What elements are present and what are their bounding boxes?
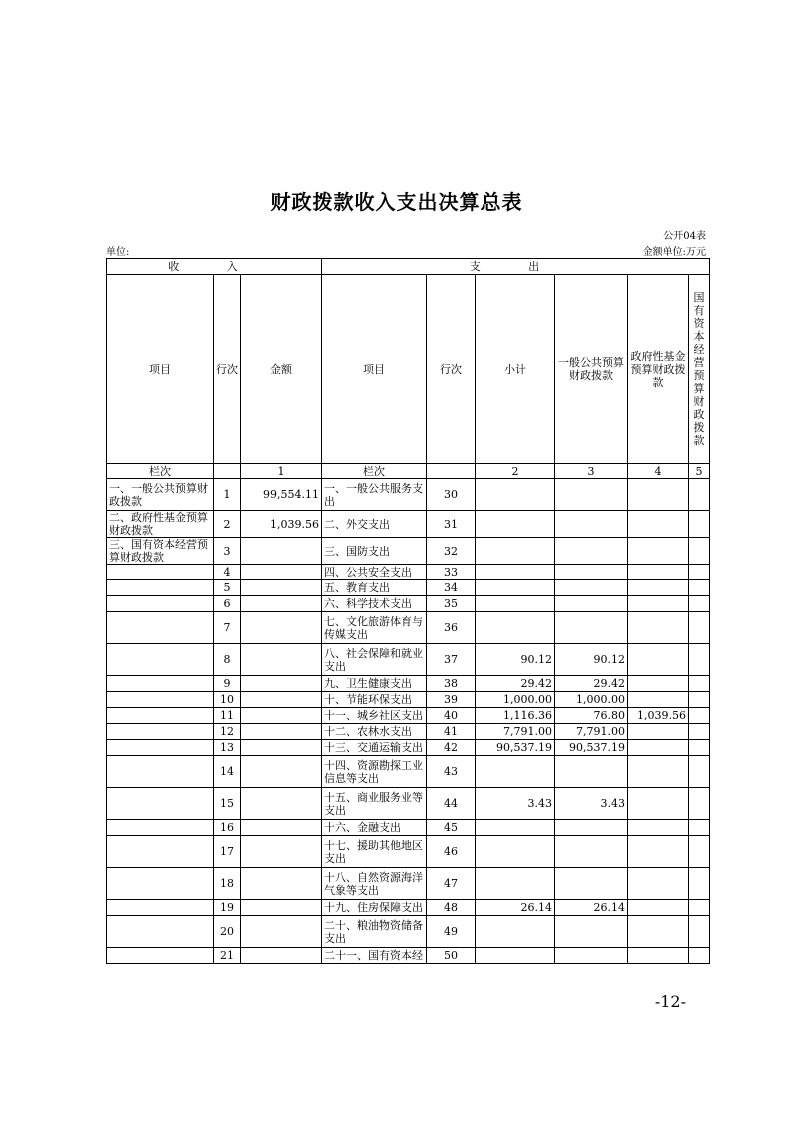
general-budget-cell <box>555 948 628 964</box>
state-capital-cell <box>689 836 710 868</box>
expense-row-no-cell: 31 <box>427 511 476 538</box>
income-item-cell <box>107 692 214 708</box>
income-item-cell <box>107 836 214 868</box>
subtotal-cell <box>476 836 555 868</box>
income-row-no-cell: 5 <box>214 580 241 596</box>
colnum-5: 5 <box>689 464 710 479</box>
state-capital-cell <box>689 692 710 708</box>
gov-fund-cell <box>628 900 689 916</box>
state-capital-cell <box>689 900 710 916</box>
gov-fund-cell <box>628 612 689 644</box>
income-item-cell <box>107 820 214 836</box>
amount-unit: 金额单位:万元 <box>642 247 706 258</box>
income-item-cell <box>107 740 214 756</box>
general-budget-cell <box>555 479 628 511</box>
general-budget-cell <box>555 580 628 596</box>
subtotal-cell: 29.42 <box>476 676 555 692</box>
expense-item-cell: 十、节能环保支出 <box>322 692 427 708</box>
expense-item-cell: 四、公共安全支出 <box>322 565 427 580</box>
subtotal-cell <box>476 612 555 644</box>
income-row-no-cell: 18 <box>214 868 241 900</box>
state-capital-cell <box>689 511 710 538</box>
subtotal-cell: 90.12 <box>476 644 555 676</box>
general-budget-cell <box>555 916 628 948</box>
income-row-no-cell: 3 <box>214 538 241 565</box>
general-budget-cell: 76.80 <box>555 708 628 724</box>
gov-fund-cell <box>628 868 689 900</box>
income-row-no-cell: 9 <box>214 676 241 692</box>
general-budget-cell <box>555 596 628 612</box>
gov-fund-cell <box>628 596 689 612</box>
expense-row-no-cell: 30 <box>427 479 476 511</box>
expense-item-cell: 一、一般公共服务支出 <box>322 479 427 511</box>
header-general-budget: 一般公共预算财政拨款 <box>555 275 628 464</box>
income-amount-cell <box>241 676 322 692</box>
income-amount-cell <box>241 900 322 916</box>
table-row <box>107 900 710 916</box>
gov-fund-cell <box>628 676 689 692</box>
income-item-cell <box>107 596 214 612</box>
general-budget-cell <box>555 511 628 538</box>
income-item-cell: 三、国有资本经营预算财政拨款 <box>107 538 214 565</box>
state-capital-cell <box>689 708 710 724</box>
expense-item-cell: 二十、粮油物资储备支出 <box>322 916 427 948</box>
income-row-no-cell: 10 <box>214 692 241 708</box>
expense-row-no-cell: 44 <box>427 788 476 820</box>
general-budget-cell <box>555 868 628 900</box>
income-row-no-cell: 1 <box>214 479 241 511</box>
subtotal-cell <box>476 479 555 511</box>
income-row-no-cell: 13 <box>214 740 241 756</box>
header-state-capital: 国有资本经营预算财政拨款 <box>689 275 710 464</box>
expense-row-no-cell: 39 <box>427 692 476 708</box>
income-item-cell: 一、一般公共预算财政拨款 <box>107 479 214 511</box>
subtotal-cell <box>476 820 555 836</box>
expense-item-cell: 五、教育支出 <box>322 580 427 596</box>
income-item-cell <box>107 948 214 964</box>
gov-fund-cell <box>628 948 689 964</box>
state-capital-cell <box>689 740 710 756</box>
state-capital-cell <box>689 868 710 900</box>
gov-fund-cell <box>628 836 689 868</box>
column-number-row <box>107 464 710 479</box>
colnum-3: 3 <box>555 464 628 479</box>
gov-fund-cell <box>628 740 689 756</box>
expense-row-no-cell: 45 <box>427 820 476 836</box>
subtotal-cell <box>476 565 555 580</box>
state-capital-cell <box>689 596 710 612</box>
expense-item-cell: 二、外交支出 <box>322 511 427 538</box>
expense-item-cell: 十一、城乡社区支出 <box>322 708 427 724</box>
gov-fund-cell <box>628 916 689 948</box>
income-amount-cell <box>241 916 322 948</box>
document-title: 财政拨款收入支出决算总表 <box>270 190 523 214</box>
gov-fund-cell: 1,039.56 <box>628 708 689 724</box>
expense-item-cell: 十七、援助其他地区支出 <box>322 836 427 868</box>
header-gov-fund: 政府性基金预算财政拨款 <box>628 275 689 464</box>
general-budget-cell <box>555 756 628 788</box>
subtotal-cell: 1,000.00 <box>476 692 555 708</box>
expense-row-no-cell: 32 <box>427 538 476 565</box>
general-budget-cell: 29.42 <box>555 676 628 692</box>
header-expense-item: 项目 <box>322 275 427 464</box>
income-amount-cell <box>241 948 322 964</box>
expense-item-cell: 十二、农林水支出 <box>322 724 427 740</box>
table-row <box>107 479 710 511</box>
state-capital-cell <box>689 820 710 836</box>
expense-item-cell: 十八、自然资源海洋气象等支出 <box>322 868 427 900</box>
general-budget-cell: 3.43 <box>555 788 628 820</box>
income-row-no-cell: 15 <box>214 788 241 820</box>
colnum-empty <box>214 464 241 479</box>
general-budget-cell: 7,791.00 <box>555 724 628 740</box>
income-item-cell <box>107 612 214 644</box>
income-amount-cell <box>241 580 322 596</box>
income-item-cell <box>107 788 214 820</box>
income-row-no-cell: 19 <box>214 900 241 916</box>
colnum-1: 1 <box>241 464 322 479</box>
income-amount-cell <box>241 565 322 580</box>
table-row <box>107 596 710 612</box>
income-amount-cell <box>241 788 322 820</box>
expense-item-cell: 九、卫生健康支出 <box>322 676 427 692</box>
gov-fund-cell <box>628 692 689 708</box>
income-amount-cell: 99,554.11 <box>241 479 322 511</box>
general-budget-cell: 90,537.19 <box>555 740 628 756</box>
income-row-no-cell: 8 <box>214 644 241 676</box>
table-row <box>107 676 710 692</box>
income-row-no-cell: 6 <box>214 596 241 612</box>
header-income-item: 项目 <box>107 275 214 464</box>
subtotal-cell: 3.43 <box>476 788 555 820</box>
table-row <box>107 644 710 676</box>
table-row <box>107 612 710 644</box>
general-budget-cell <box>555 612 628 644</box>
expense-row-no-cell: 43 <box>427 756 476 788</box>
expense-item-cell: 十九、住房保障支出 <box>322 900 427 916</box>
subtotal-cell <box>476 538 555 565</box>
expense-row-no-cell: 38 <box>427 676 476 692</box>
form-code: 公开04表 <box>663 231 706 242</box>
subtotal-cell <box>476 580 555 596</box>
gov-fund-cell <box>628 788 689 820</box>
colnum-2: 2 <box>476 464 555 479</box>
gov-fund-cell <box>628 580 689 596</box>
gov-fund-cell <box>628 724 689 740</box>
expense-row-no-cell: 49 <box>427 916 476 948</box>
unit-label: 单位: <box>106 247 130 258</box>
state-capital-cell <box>689 612 710 644</box>
subtotal-cell <box>476 596 555 612</box>
income-row-no-cell: 4 <box>214 565 241 580</box>
expense-item-cell: 二十一、国有资本经 <box>322 948 427 964</box>
expense-item-cell: 七、文化旅游体育与传媒支出 <box>322 612 427 644</box>
expense-row-no-cell: 33 <box>427 565 476 580</box>
gov-fund-cell <box>628 820 689 836</box>
state-capital-cell <box>689 788 710 820</box>
subtotal-cell <box>476 916 555 948</box>
expense-row-no-cell: 50 <box>427 948 476 964</box>
income-amount-cell <box>241 692 322 708</box>
table-row <box>107 948 710 964</box>
income-row-no-cell: 7 <box>214 612 241 644</box>
table-row <box>107 916 710 948</box>
column-header-row <box>107 275 710 464</box>
income-row-no-cell: 17 <box>214 836 241 868</box>
state-capital-cell <box>689 644 710 676</box>
state-capital-cell <box>689 580 710 596</box>
expense-row-no-cell: 47 <box>427 868 476 900</box>
expense-row-no-cell: 46 <box>427 836 476 868</box>
table-row <box>107 820 710 836</box>
income-item-cell <box>107 676 214 692</box>
header-income-row-no: 行次 <box>214 275 241 464</box>
income-amount-cell <box>241 836 322 868</box>
income-amount-cell <box>241 868 322 900</box>
income-amount-cell <box>241 596 322 612</box>
income-amount-cell <box>241 612 322 644</box>
income-amount-cell <box>241 756 322 788</box>
expense-item-cell: 十三、交通运输支出 <box>322 740 427 756</box>
state-capital-cell <box>689 756 710 788</box>
income-item-cell <box>107 900 214 916</box>
table-row <box>107 692 710 708</box>
state-capital-cell <box>689 479 710 511</box>
state-capital-cell <box>689 916 710 948</box>
group-header-row <box>107 259 710 275</box>
income-item-cell <box>107 724 214 740</box>
budget-summary-table <box>106 258 710 964</box>
table-row <box>107 788 710 820</box>
expense-row-no-cell: 41 <box>427 724 476 740</box>
expense-row-no-cell: 48 <box>427 900 476 916</box>
income-item-cell <box>107 916 214 948</box>
general-budget-cell: 26.14 <box>555 900 628 916</box>
income-amount-cell <box>241 644 322 676</box>
state-capital-cell <box>689 565 710 580</box>
income-row-no-cell: 16 <box>214 820 241 836</box>
header-expense-row-no: 行次 <box>427 275 476 464</box>
subtotal-cell <box>476 948 555 964</box>
page-number: -12- <box>654 992 686 1011</box>
state-capital-cell <box>689 538 710 565</box>
general-budget-cell <box>555 565 628 580</box>
income-row-no-cell: 21 <box>214 948 241 964</box>
colnum-empty <box>427 464 476 479</box>
gov-fund-cell <box>628 479 689 511</box>
table-row <box>107 565 710 580</box>
colnum-label-right: 栏次 <box>322 464 427 479</box>
state-capital-cell <box>689 676 710 692</box>
table-row <box>107 708 710 724</box>
table-row <box>107 580 710 596</box>
table-row <box>107 756 710 788</box>
expense-row-no-cell: 42 <box>427 740 476 756</box>
subtotal-cell: 1,116.36 <box>476 708 555 724</box>
colnum-label-left: 栏次 <box>107 464 214 479</box>
expense-row-no-cell: 40 <box>427 708 476 724</box>
income-amount-cell <box>241 724 322 740</box>
header-amount: 金额 <box>241 275 322 464</box>
gov-fund-cell <box>628 565 689 580</box>
income-amount-cell <box>241 538 322 565</box>
income-item-cell <box>107 565 214 580</box>
income-item-cell <box>107 580 214 596</box>
table-row <box>107 724 710 740</box>
general-budget-cell: 1,000.00 <box>555 692 628 708</box>
income-item-cell <box>107 708 214 724</box>
table-row <box>107 538 710 565</box>
state-capital-cell <box>689 948 710 964</box>
table-row <box>107 511 710 538</box>
subtotal-cell <box>476 868 555 900</box>
gov-fund-cell <box>628 756 689 788</box>
income-row-no-cell: 2 <box>214 511 241 538</box>
general-budget-cell: 90.12 <box>555 644 628 676</box>
income-amount-cell <box>241 740 322 756</box>
expense-item-cell: 三、国防支出 <box>322 538 427 565</box>
expense-item-cell: 六、科学技术支出 <box>322 596 427 612</box>
expense-item-cell: 十四、资源勘探工业信息等支出 <box>322 756 427 788</box>
income-amount-cell <box>241 708 322 724</box>
income-row-no-cell: 20 <box>214 916 241 948</box>
expense-row-no-cell: 35 <box>427 596 476 612</box>
income-group-header: 收 入 <box>107 259 322 275</box>
subtotal-cell <box>476 756 555 788</box>
income-item-cell <box>107 644 214 676</box>
general-budget-cell <box>555 820 628 836</box>
expense-row-no-cell: 37 <box>427 644 476 676</box>
expense-item-cell: 十六、金融支出 <box>322 820 427 836</box>
income-item-cell <box>107 868 214 900</box>
general-budget-cell <box>555 538 628 565</box>
expense-row-no-cell: 34 <box>427 580 476 596</box>
income-amount-cell: 1,039.56 <box>241 511 322 538</box>
table-row <box>107 740 710 756</box>
state-capital-cell <box>689 724 710 740</box>
table-row <box>107 868 710 900</box>
subtotal-cell: 90,537.19 <box>476 740 555 756</box>
subtotal-cell <box>476 511 555 538</box>
expense-item-cell: 十五、商业服务业等支出 <box>322 788 427 820</box>
subtotal-cell: 26.14 <box>476 900 555 916</box>
income-amount-cell <box>241 820 322 836</box>
gov-fund-cell <box>628 538 689 565</box>
header-subtotal: 小计 <box>476 275 555 464</box>
table-row <box>107 836 710 868</box>
expense-group-header: 支 出 <box>322 259 710 275</box>
general-budget-cell <box>555 836 628 868</box>
income-row-no-cell: 14 <box>214 756 241 788</box>
gov-fund-cell <box>628 511 689 538</box>
income-row-no-cell: 12 <box>214 724 241 740</box>
expense-row-no-cell: 36 <box>427 612 476 644</box>
expense-item-cell: 八、社会保障和就业支出 <box>322 644 427 676</box>
income-row-no-cell: 11 <box>214 708 241 724</box>
income-item-cell: 二、政府性基金预算财政拨款 <box>107 511 214 538</box>
gov-fund-cell <box>628 644 689 676</box>
subtotal-cell: 7,791.00 <box>476 724 555 740</box>
colnum-4: 4 <box>628 464 689 479</box>
income-item-cell <box>107 756 214 788</box>
